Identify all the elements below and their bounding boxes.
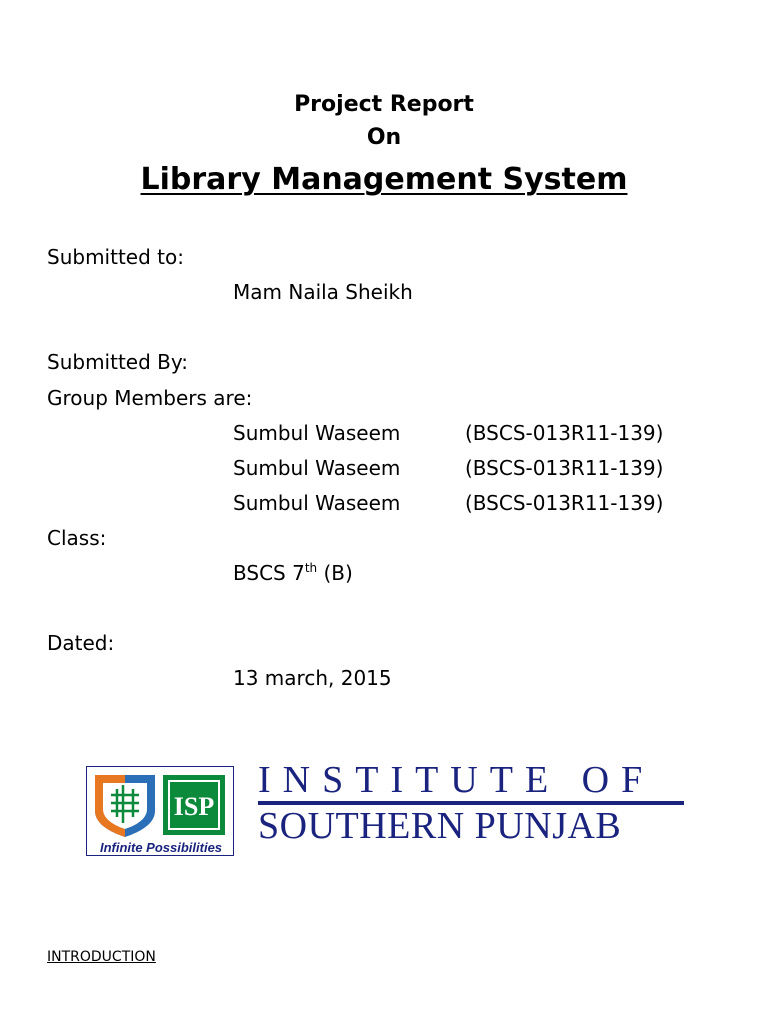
institute-name-line-1: INSTITUTE OF — [258, 759, 655, 801]
dated-label: Dated: — [47, 631, 115, 655]
logo-tagline: Infinite Possibilities — [99, 840, 223, 855]
dated-value: 13 march, 2015 — [233, 666, 392, 690]
member-name: Sumbul Waseem — [233, 456, 401, 480]
isp-letters: ISP — [173, 792, 215, 821]
report-title-line-1: Project Report — [294, 92, 474, 117]
submitted-to-name: Mam Naila Sheikh — [233, 280, 413, 304]
class-label: Class: — [47, 526, 107, 550]
submitted-by-label: Submitted By: — [47, 350, 188, 374]
member-name: Sumbul Waseem — [233, 421, 401, 445]
report-title-line-2: On — [366, 125, 402, 150]
submitted-to-label: Submitted to: — [47, 245, 184, 269]
class-value: BSCS 7th (B) — [233, 561, 353, 585]
group-members-label: Group Members are: — [47, 386, 253, 410]
member-id: (BSCS-013R11-139) — [465, 421, 664, 445]
member-id: (BSCS-013R11-139) — [465, 456, 664, 480]
institute-name-line-2: SOUTHERN PUNJAB — [258, 805, 622, 847]
member-id: (BSCS-013R11-139) — [465, 491, 664, 515]
member-name: Sumbul Waseem — [233, 491, 401, 515]
report-main-title: Library Management System — [140, 162, 628, 197]
introduction-heading: INTRODUCTION — [47, 949, 156, 965]
